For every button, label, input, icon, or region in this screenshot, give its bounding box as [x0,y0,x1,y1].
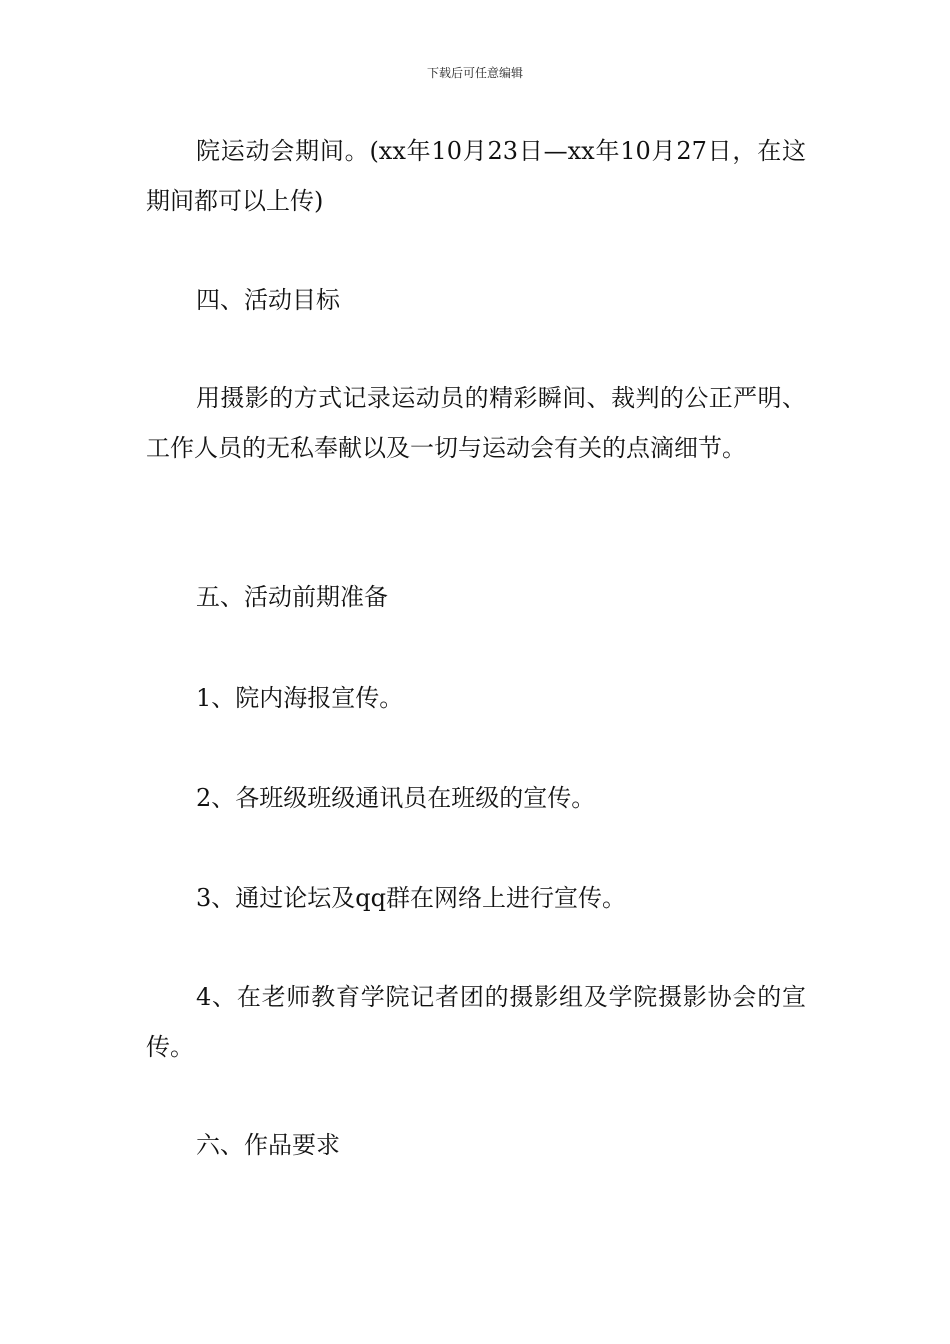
heading-preparation [146,572,806,622]
list-item-text: 3、通过论坛及qq群在网络上进行宣传。 [196,884,626,912]
list-item-text: 4、在老师教育学院记者团的摄影组及学院摄影协会的宣传。 [146,983,806,1061]
heading-work-requirements [146,1120,806,1170]
page-header: 下载后可任意编辑 [426,66,523,80]
list-item-text: 2、各班级班级通讯员在班级的宣传。 [196,784,596,812]
list-item-2 [146,773,806,823]
heading-text: 五、活动前期准备 [196,583,388,611]
list-item-text: 1、院内海报宣传。 [196,684,404,712]
list-item-1 [146,673,806,723]
heading-text: 六、作品要求 [196,1131,340,1159]
paragraph-event-period [146,126,806,226]
paragraph-text: 院运动会期间。(xx年10月23日—xx年10月27日，在这期间都可以上传) [146,137,806,215]
list-item-3 [146,873,806,923]
list-item-4 [146,972,806,1072]
paragraph-activity-goal [146,373,806,473]
heading-text: 四、活动目标 [196,286,340,314]
paragraph-text: 用摄影的方式记录运动员的精彩瞬间、裁判的公正严明、工作人员的无私奉献以及一切与运动会有关的点滴细节。 [146,384,806,462]
heading-activity-goal [146,275,806,325]
